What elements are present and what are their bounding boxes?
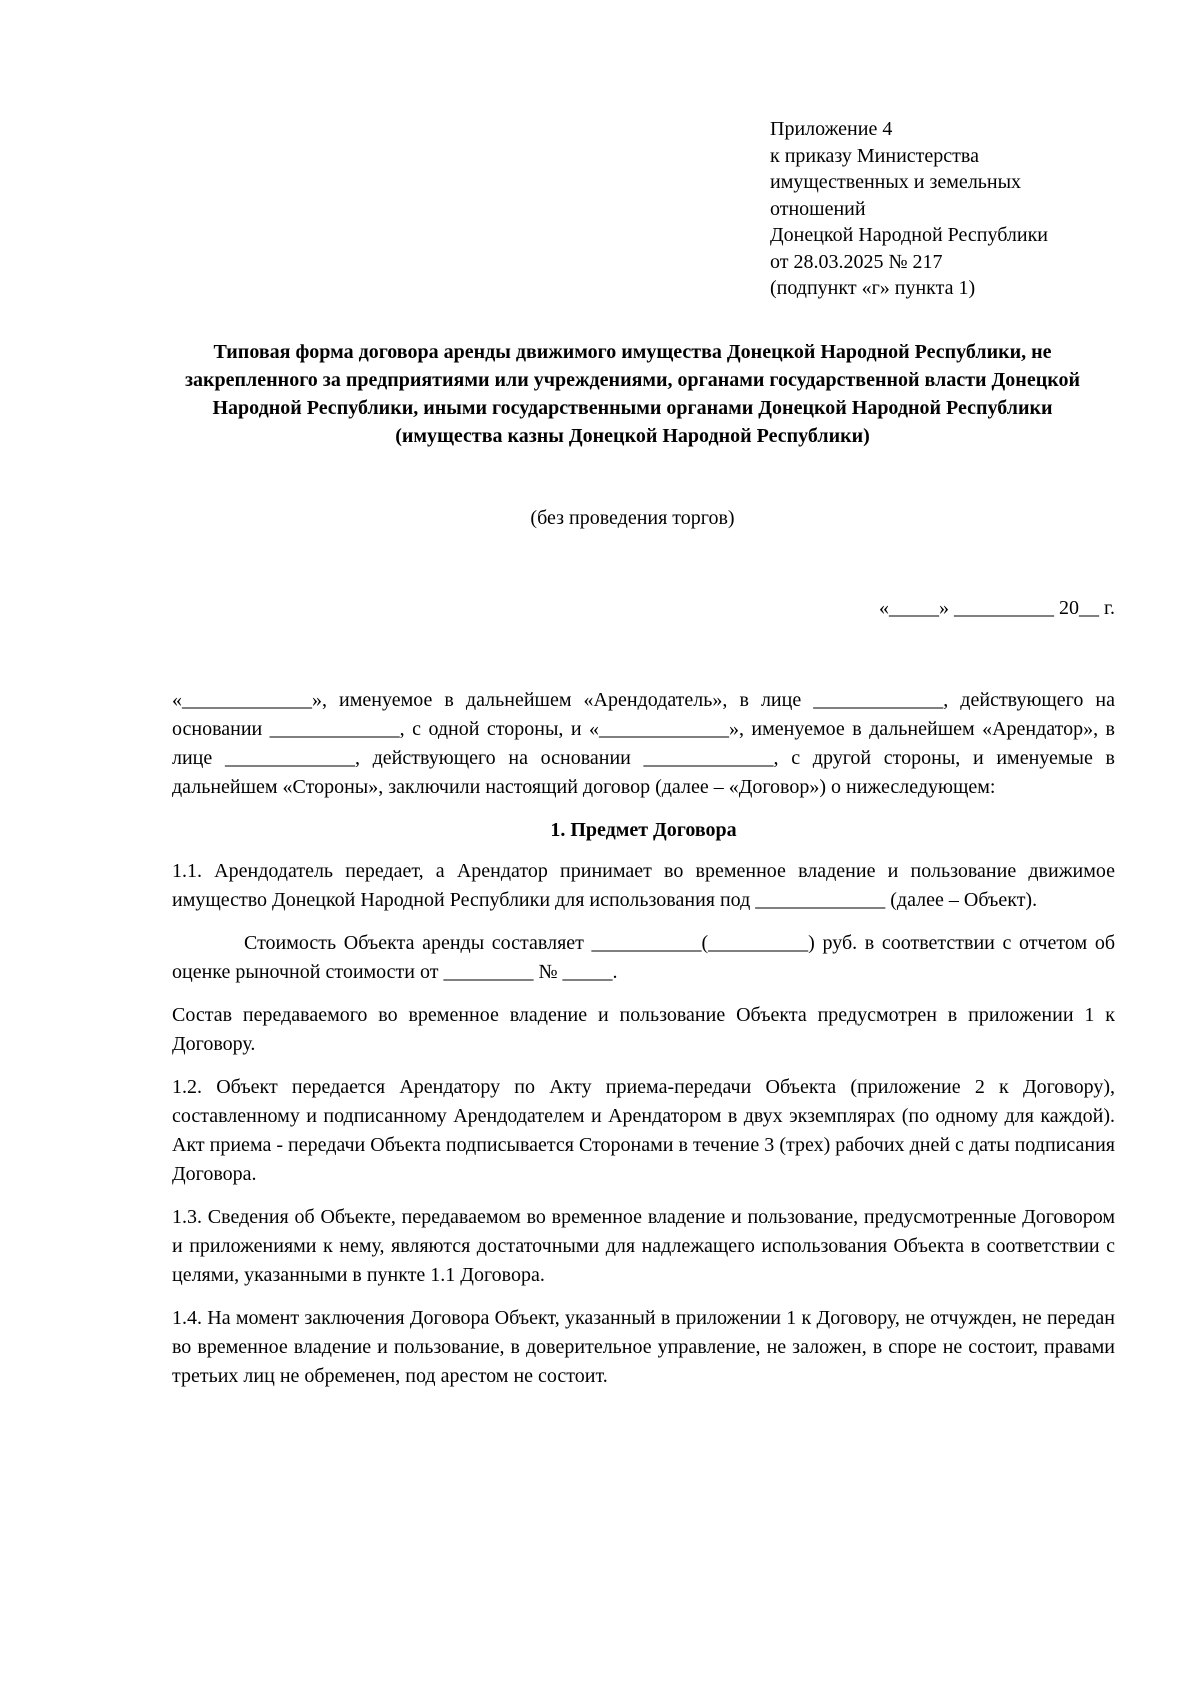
appendix-line: к приказу Министерства	[770, 144, 979, 167]
appendix-line: отношений	[770, 197, 866, 220]
clause-1-2: 1.2. Объект передается Арендатору по Акту приема-передачи Объекта (приложение 2 к Договору), составленному и подписанному Арендодателем и Арендатором в двух экземплярах (по одному для каждой). Акт приема - передачи Объекта подписывается Сторонами в течение 3 (трех) рабочих дней с даты подписания Договора.	[172, 1076, 1115, 1185]
clause-cost: Стоимость Объекта аренды составляет ___________(__________) руб. в соответствии с отчетом об оценке рыночной стоимости от _________ № _____.	[172, 932, 1115, 983]
appendix-block	[770, 116, 1130, 302]
document-title	[160, 338, 1105, 450]
contract-date-line: «_____» __________ 20__ г.	[879, 597, 1115, 619]
appendix-line: Донецкой Народной Республики	[770, 224, 1048, 246]
document-title-sub: (имущества казны Донецкой Народной Республики)	[395, 425, 870, 447]
clause-1-1: 1.1. Арендодатель передает, а Арендатор принимает во временное владение и пользование движимое имущество Донецкой Народной Республики для использования под _____________ (далее – Объект).	[172, 860, 1115, 911]
appendix-line: имущественных и земельных	[770, 171, 1022, 193]
document-title-main: Типовая форма договора аренды движимого имущества Донецкой Народной Республики, не закрепленного за предприятиями или учреждениями, органами государственной власти Донецкой Народной Республики, иными государственными органами Донецкой Народной Республики	[184, 341, 1081, 419]
document-body	[172, 686, 1115, 1405]
appendix-line: от 28.03.2025 № 217	[770, 250, 943, 273]
appendix-line: Приложение 4	[770, 118, 893, 140]
preamble-paragraph: «_____________», именуемое в дальнейшем «Арендодатель», в лице _____________, действующего на основании _____________, с одной стороны, и «_____________», именуемое в дальнейшем «Арендатор», в лице _____________, действующего на основании _____________, с другой стороны, и именуемые в дальнейшем «Стороны», заключили настоящий договор (далее – «Договор») о нижеследующем:	[172, 689, 1115, 798]
clause-composition: Состав передаваемого во временное владение и пользование Объекта предусмотрен в приложении 1 к Договору.	[172, 1004, 1115, 1055]
section-heading: 1. Предмет Договора	[550, 819, 737, 841]
clause-1-3: 1.3. Сведения об Объекте, передаваемом во временное владение и пользование, предусмотренные Договором и приложениями к нему, являются достаточными для надлежащего использования Объекта в соответствии с целями, указанными в пункте 1.1 Договора.	[172, 1206, 1115, 1286]
clause-1-4: 1.4. На момент заключения Договора Объект, указанный в приложении 1 к Договору, не отчужден, не передан во временное владение и пользование, в доверительное управление, не заложен, в споре не состоит, правами третьих лиц не обременен, под арестом не состоит.	[172, 1307, 1115, 1387]
appendix-line: (подпункт «г» пункта 1)	[770, 277, 976, 299]
document-subtitle: (без проведения торгов)	[530, 507, 735, 529]
